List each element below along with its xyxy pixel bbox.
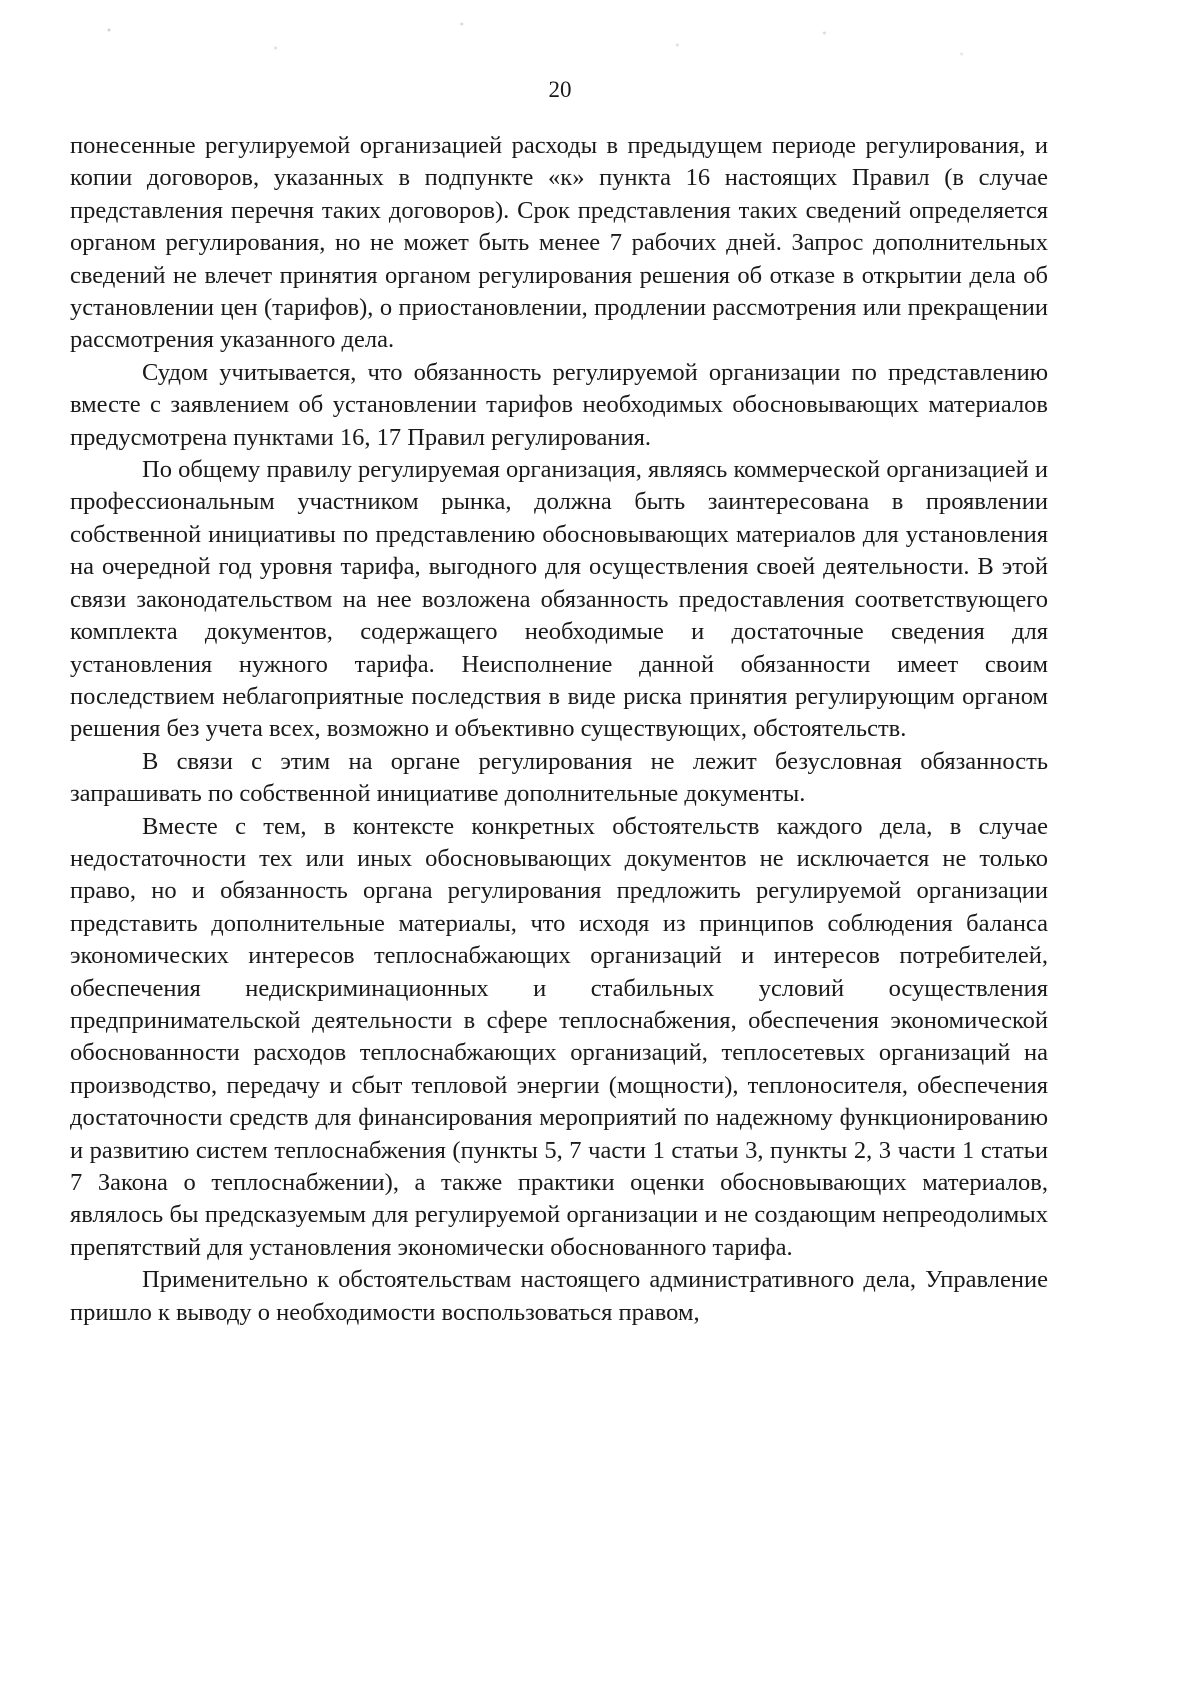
paragraph: Применительно к обстоятельствам настоящего административного дела, Управление пришло к выводу о необходимости воспользоваться правом, [70,1266,1048,1326]
paragraph: Вместе с тем, в контексте конкретных обстоятельств каждого дела, в случае недостаточности тех или иных обосновывающих документов не исключается не только право, но и обязанность органа регулирования предложить регулируемой организации представить дополнительные материалы, что исходя из принципов соблюдения баланса экономических интересов теплоснабжающих организаций и интересов потребителей, обеспечения недискриминационных и стабильных условий осуществления предпринимательской деятельности в сфере теплоснабжения, обеспечения экономической обоснованности расходов теплоснабжающих организаций, теплосетевых организаций на производство, передачу и сбыт тепловой энергии (мощности), теплоносителя, обеспечения достаточности средств для финансирования мероприятий по надежному функционированию и развитию систем теплоснабжения (пункты 5, 7 части 1 статьи 3, пункты 2, 3 части 1 статьи 7 Закона о теплоснабжении), а также практики оценки обосновывающих материалов, являлось бы предсказуемым для регулируемой организации и не создающим непреодолимых препятствий для установления экономически обоснованного тарифа. [70,812,1048,1261]
paragraph: Судом учитывается, что обязанность регулируемой организации по представлению вместе с заявлением об установлении тарифов необходимых обосновывающих материалов предусмотрена пунктами 16, 17 Правил регулирования. [70,358,1048,451]
document-body [70,130,1048,1329]
page-number: 20 [548,77,572,102]
paragraph: В связи с этим на органе регулирования не лежит безусловная обязанность запрашивать по собственной инициативе дополнительные документы. [70,747,1048,808]
scan-speckle [60,12,1040,72]
paragraph: По общему правилу регулируемая организация, являясь коммерческой организацией и профессиональным участником рынка, должна быть заинтересована в проявлении собственной инициативы по представлению обосновывающих материалов для установления на очередной год уровня тарифа, выгодного для осуществления своей деятельности. В этой связи законодательством на нее возложена обязанность предоставления соответствующего комплекта документов, содержащего необходимые и достаточные сведения для установления нужного тарифа. Неисполнение данной обязанности имеет своим последствием неблагоприятные последствия в виде риска принятия регулирующим органом решения без учета всех, возможно и объективно существующих, обстоятельств. [70,456,1048,743]
paragraph-continuation: понесенные регулируемой организацией расходы в предыдущем периоде регулирования, и копии договоров, указанных в подпункте «к» пункта 16 настоящих Правил (в случае представления перечня таких договоров). Срок представления таких сведений определяется органом регулирования, но не может быть менее 7 рабочих дней. Запрос дополнительных сведений не влечет принятия органом регулирования решения об отказе в открытии дела об установлении цен (тарифов), о приостановлении, продлении рассмотрения или прекращении рассмотрения указанного дела. [70,132,1048,354]
